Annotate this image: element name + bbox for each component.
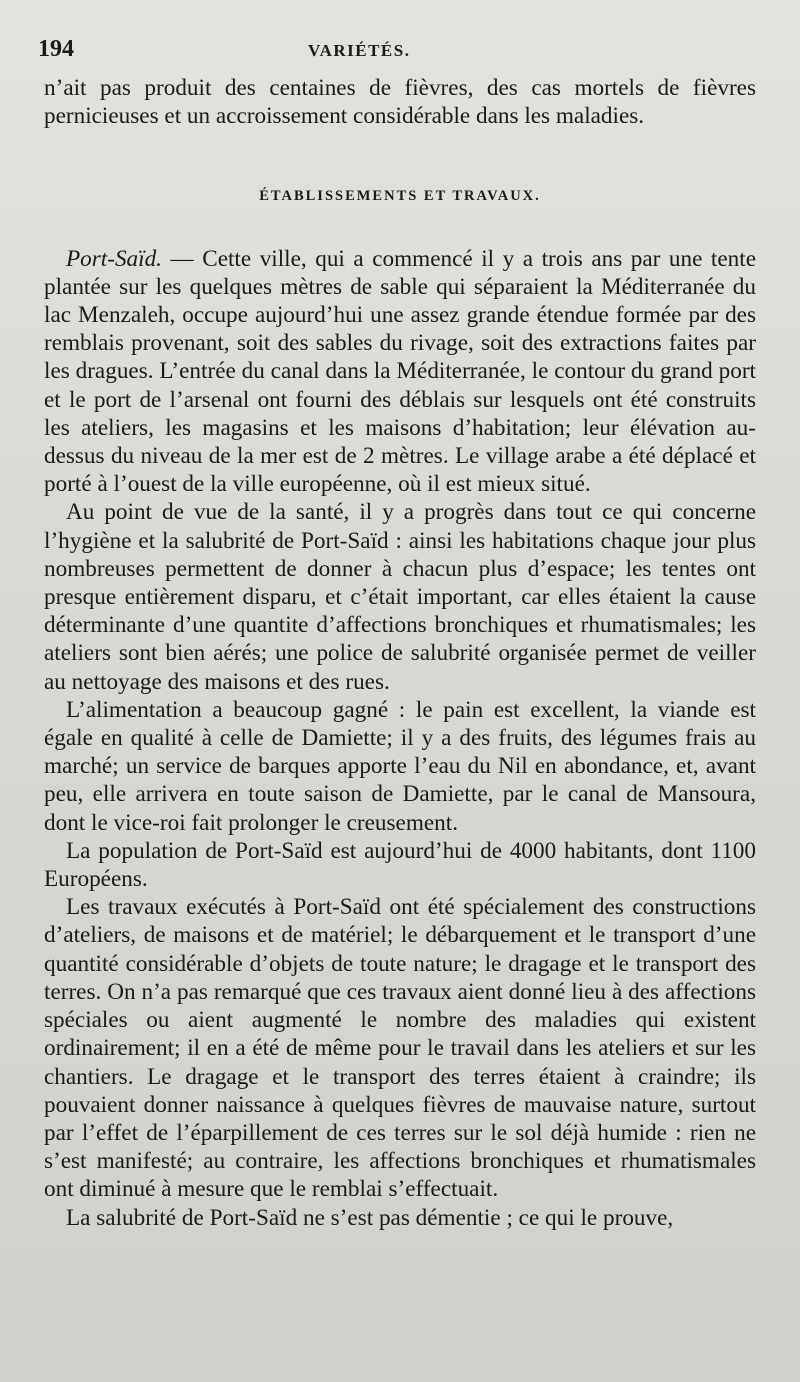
running-head [38, 36, 756, 74]
paragraph-port-said [44, 245, 756, 499]
page-number: 194 [38, 36, 74, 62]
paragraph-population: La population de Port-Saïd est aujourd’hui de 4000 habitants, dont 1100 Européens. [44, 837, 756, 893]
paragraph-salubrity: La salubrité de Port-Saïd ne s’est pas démentie ; ce qui le prouve, [66, 1204, 674, 1231]
paragraph-food: L’alimentation a beaucoup gagné : le pain est excellent, la viande est égale en qualité à celle de Damiette; il y a des fruits, des légumes frais au marché; un service de barques apporte l’eau du Nil en abondance, et, avant peu, elle arrivera en toute saison de Damiette, par le canal de Mansoura, dont le vice-roi fait prolonger le creusement. [44, 696, 756, 836]
paragraph-works: Les travaux exécutés à Port-Saïd ont été spécialement des constructions d’ateliers, de maisons et de matériel; le débarquement et le transport d’une quantité considérable d’objets de toute nature; le dragage et le transport des terres. On n’a pas remarqué que ces travaux aient donné lieu à des affections spéciales ou aient augmenté le nombre des maladies qui existent ordinairement; il en a été de même pour le travail dans les ateliers et sur les chantiers. Le dragage et le transport des terres étaient à craindre; ils pouvaient donner naissance à quelques fièvres de mauvaise nature, surtout par l’effet de l’éparpillement de ces terres sur le sol déjà humide : rien ne s’est manifesté; au contraire, les affections bronchiques et rhumatismales ont diminué à mesure que le remblai s’effectuait. [44, 894, 756, 1203]
paragraph-health: Au point de vue de la santé, il y a progrès dans tout ce qui concerne l’hygiène et la salubrité de Port-Saïd : ainsi les habitations chaque jour plus nombreuses permettent de donner à chacun plus d’espace; les tentes ont presque entièrement disparu, et c’était important, car elles étaient la cause déterminante d’une quantite d’affections bronchiques et rhumatismales; les ateliers sont bien aérés; une police de salubrité organisée permet de veiller au nettoyage des maisons et des rues. [44, 499, 756, 695]
body-text [44, 74, 756, 1232]
continuation-paragraph: n’ait pas produit des centaines de fièvres, des cas mortels de fièvres pernicieuses et un accroissement considérable dans les maladies. [44, 75, 756, 130]
running-title: VARIÉTÉS. [308, 41, 411, 60]
paragraph-lead-in: Port-Saïd. [66, 245, 162, 272]
paragraph-text: — Cette ville, qui a commencé il y a trois ans par une tente plantée sur les quelques mètres de sable qui séparaient la Méditerranée du lac Menzaleh, occupe aujourd’hui une assez grande étendue formée par des remblais provenant, soit des sables du rivage, soit des extractions faites par les dragues. L’entrée du canal dans la Méditerranée, le contour du grand port et le port de l’arsenal ont fourni des déblais sur lesquels ont été construits les ateliers, les magasins et les maisons d’habitation; leur élévation au-dessus du niveau de la mer est de 2 mètres. Le village arabe a été déplacé et porté à l’ouest de la ville européenne, où il est mieux situé. [44, 245, 756, 498]
section-heading: ÉTABLISSEMENTS ET TRAVAUX. [259, 188, 541, 205]
